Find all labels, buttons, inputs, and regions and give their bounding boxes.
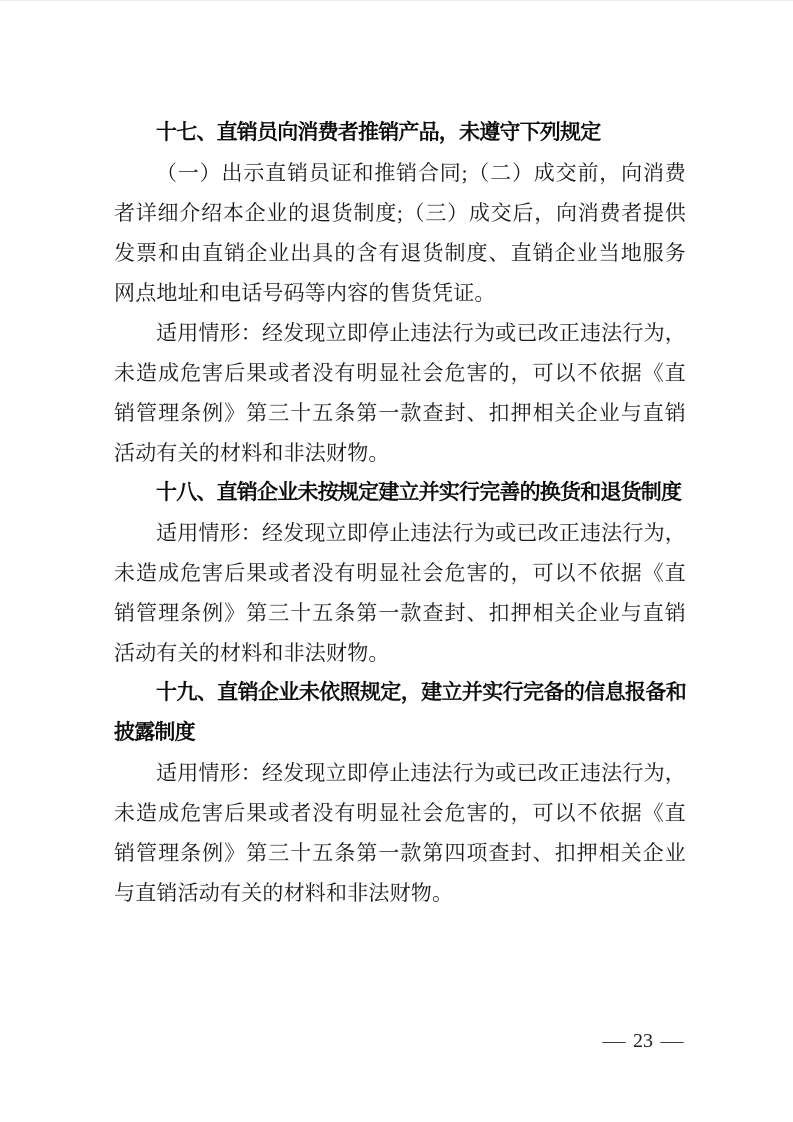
section-19-paragraph-applicability: 适用情形：经发现立即停止违法行为或已改正违法行为，未造成危害后果或者没有明显社会危害的，可以不依据《直销管理条例》第三十五条第一款第四项查封、扣押相关企业与直销活动有关的材料和非法财物。 <box>114 761 686 905</box>
section-17-paragraph-applicability: 适用情形：经发现立即停止违法行为或已改正违法行为，未造成危害后果或者没有明显社会危害的，可以不依据《直销管理条例》第三十五条第一款查封、扣押相关企业与直销活动有关的材料和非法财物。 <box>114 321 686 465</box>
footer-right-dash: — <box>660 1030 684 1052</box>
section-19-heading: 十九、直销企业未依照规定，建立并实行完备的信息报备和披露制度 <box>114 681 686 744</box>
section-18-heading: 十八、直销企业未按规定建立并实行完善的换货和退货制度 <box>156 481 682 504</box>
page-number: 23 <box>633 1030 653 1052</box>
document-body <box>114 113 686 913</box>
section-17 <box>114 113 686 473</box>
section-18-paragraph-applicability: 适用情形：经发现立即停止违法行为或已改正违法行为，未造成危害后果或者没有明显社会危害的，可以不依据《直销管理条例》第三十五条第一款查封、扣押相关企业与直销活动有关的材料和非法财物。 <box>114 521 686 665</box>
section-19 <box>114 673 686 913</box>
section-17-heading: 十七、直销员向消费者推销产品，未遵守下列规定 <box>156 121 601 144</box>
section-17-paragraph-rules: （一）出示直销员证和推销合同;（二）成交前，向消费者详细介绍本企业的退货制度;（三）成交后，向消费者提供发票和由直销企业出具的含有退货制度、直销企业当地服务网点地址和电话号码等内容的售货凭证。 <box>114 161 686 305</box>
section-18 <box>114 473 686 673</box>
page-footer <box>604 1030 682 1053</box>
footer-left-dash: — <box>602 1030 626 1052</box>
